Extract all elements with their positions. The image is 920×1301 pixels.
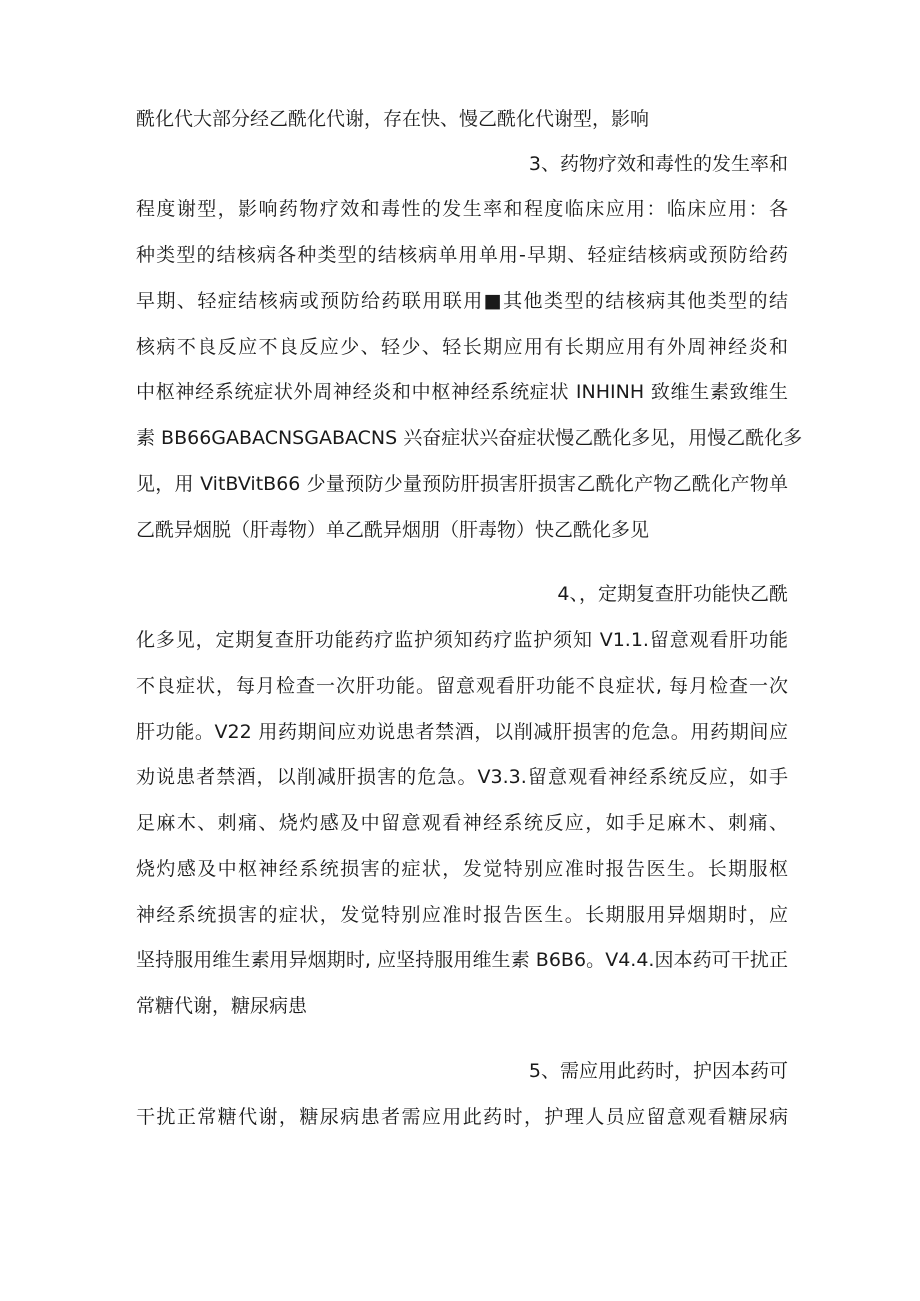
text-line: 酰化代大部分经乙酰化代谢，存在快、慢乙酰化代谢型，影响 — [136, 108, 650, 130]
text-line: 常糖代谢，糖尿病患 — [136, 995, 308, 1017]
text-line: 早期、轻症结核病或预防给药联用联用■其他类型的结核病其他类型的结 — [136, 290, 788, 312]
text-line: 程度谢型，影响药物疗效和毒性的发生率和程度临床应用：临床应用：各 — [136, 198, 788, 220]
section-heading-4: 4、，定期复查肝功能快乙酰 — [557, 583, 788, 605]
section-heading-5: 5、需应用此药时，护因本药可 — [528, 1060, 788, 1082]
text-line: 劝说患者禁酒，以削减肝损害的危急。V3.3.留意观看神经系统反应，如手 — [136, 766, 788, 788]
text-line: 素 BB66GABACNSGABACNS 兴奋症状兴奋症状慢乙酰化多见，用慢乙酰化多 — [136, 427, 803, 449]
text-line: 坚持服用维生素用异烟期时, 应坚持服用维生素 B6B6。V4.4.因本药可干扰正 — [136, 949, 788, 971]
text-line: 肝功能。V22 用药期间应劝说患者禁酒，以削减肝损害的危急。用药期间应 — [136, 721, 788, 743]
text-line: 足麻木、刺痛、烧灼感及中留意观看神经系统反应，如手足麻木、刺痛、 — [136, 812, 788, 834]
text-line: 种类型的结核病各种类型的结核病单用单用-早期、轻症结核病或预防给药 — [136, 244, 788, 266]
text-line: 乙酰异烟脱（肝毒物）单乙酰异烟朋（肝毒物）快乙酰化多见 — [136, 519, 650, 541]
text-line: 干扰正常糖代谢，糖尿病患者需应用此药时，护理人员应留意观看糖尿病 — [136, 1106, 788, 1128]
text-line: 核病不良反应不良反应少、轻少、轻长期应用有长期应用有外周神经炎和 — [136, 336, 788, 358]
section-heading-3: 3、药物疗效和毒性的发生率和 — [528, 153, 788, 175]
text-line: 神经系统损害的症状，发觉特别应准时报告医生。长期服用异烟期时，应 — [136, 904, 788, 926]
text-line: 烧灼感及中枢神经系统损害的症状，发觉特别应准时报告医生。长期服枢 — [136, 858, 788, 880]
text-line: 中枢神经系统症状外周神经炎和中枢神经系统症状 INHINH 致维生素致维生 — [136, 381, 788, 403]
text-line: 见，用 VitBVitB66 少量预防少量预防肝损害肝损害乙酰化产物乙酰化产物单 — [136, 473, 788, 495]
text-line: 化多见，定期复查肝功能药疗监护须知药疗监护须知 V1.1.留意观看肝功能 — [136, 629, 788, 651]
text-line: 不良症状，每月检查一次肝功能。留意观看肝功能不良症状, 每月检查一次 — [136, 675, 788, 697]
